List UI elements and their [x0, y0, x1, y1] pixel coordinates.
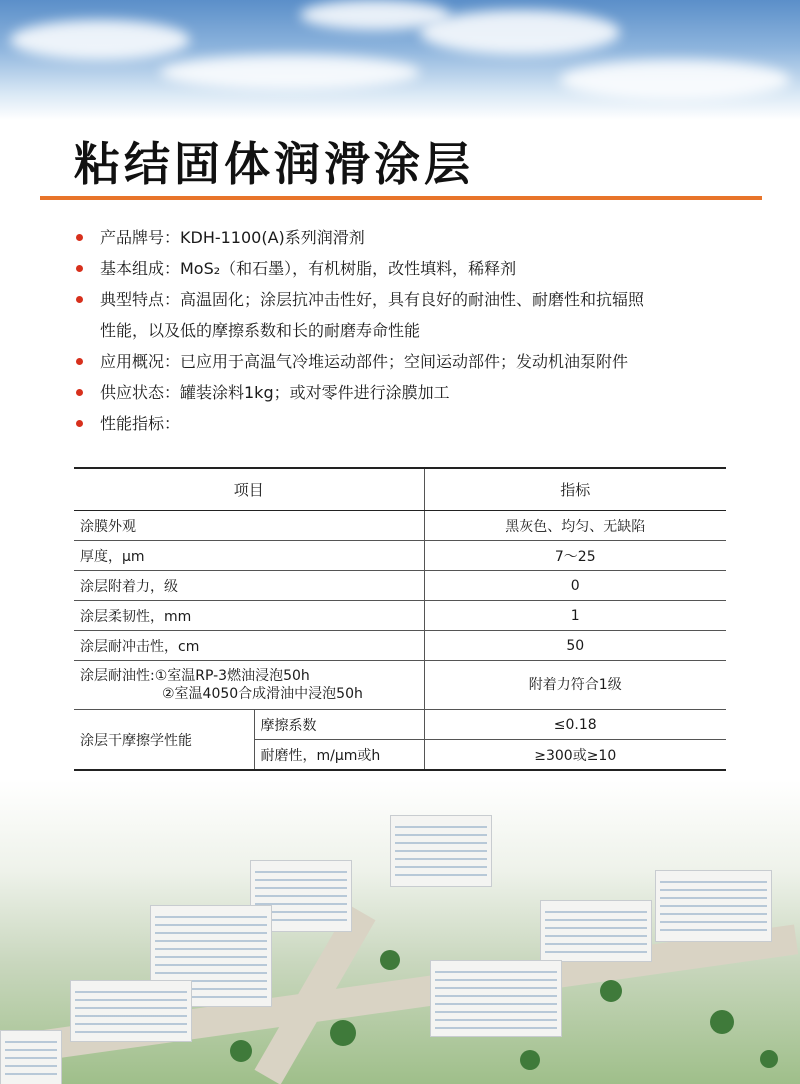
row-item-line: 涂层耐油性:①室温RP-3燃油浸泡50h: [80, 668, 310, 684]
list-item: 基本组成：MoS₂（和石墨），有机树脂，改性填料，稀释剂: [74, 253, 754, 284]
bullet-dot-icon: [76, 389, 83, 396]
row-item: 耐磨性，m/μm或h: [254, 740, 424, 771]
list-item: 产品牌号：KDH-1100(A)系列润滑剂: [74, 222, 754, 253]
row-item: 涂膜外观: [74, 511, 424, 541]
row-item: [74, 661, 424, 710]
table-row: [74, 631, 726, 661]
group-label: 涂层干摩擦学性能: [74, 710, 254, 771]
list-item: 供应状态：罐装涂料1kg；或对零件进行涂膜加工: [74, 377, 754, 408]
table-row: [74, 511, 726, 541]
list-item: 应用概况：已应用于高温气冷堆运动部件；空间运动部件；发动机油泵附件: [74, 346, 754, 377]
row-item: 摩擦系数: [254, 710, 424, 740]
header-item: 项目: [74, 468, 424, 511]
row-value: ≤0.18: [424, 710, 726, 740]
bullet-dot-icon: [76, 420, 83, 427]
bullet-dot-icon: [76, 358, 83, 365]
row-item: 涂层附着力，级: [74, 571, 424, 601]
row-value: 7～25: [424, 541, 726, 571]
row-item: 厚度，μm: [74, 541, 424, 571]
row-value: 50: [424, 631, 726, 661]
table-header-row: [74, 468, 726, 511]
title-divider: [40, 196, 762, 200]
header-value: 指标: [424, 468, 726, 511]
list-item: 性能指标：: [74, 408, 754, 439]
bullet-dot-icon: [76, 296, 83, 303]
bullet-dot-icon: [76, 265, 83, 272]
table-row: [74, 571, 726, 601]
row-item-line: ②室温4050合成滑油中浸泡50h: [162, 686, 363, 702]
row-item: 涂层柔韧性，mm: [74, 601, 424, 631]
table-row: [74, 661, 726, 710]
sky-banner: [0, 0, 800, 120]
row-value: 0: [424, 571, 726, 601]
bullet-dot-icon: [76, 234, 83, 241]
table-row: [74, 541, 726, 571]
page-title: 粘结固体润滑涂层: [74, 137, 474, 191]
row-value: ≥300或≥10: [424, 740, 726, 771]
campus-illustration: [0, 780, 800, 1084]
table-row: [74, 710, 726, 740]
feature-list: [74, 222, 754, 439]
list-item: 典型特点：高温固化；涂层抗冲击性好，具有良好的耐油性、耐磨性和抗辐照 性能，以及低的摩擦系数和长的耐磨寿命性能: [74, 284, 754, 346]
spec-table: [74, 467, 726, 771]
table-row: [74, 601, 726, 631]
row-item: 涂层耐冲击性，cm: [74, 631, 424, 661]
row-value: 黑灰色、均匀、无缺陷: [424, 511, 726, 541]
row-value: 1: [424, 601, 726, 631]
row-value: 附着力符合1级: [424, 661, 726, 710]
